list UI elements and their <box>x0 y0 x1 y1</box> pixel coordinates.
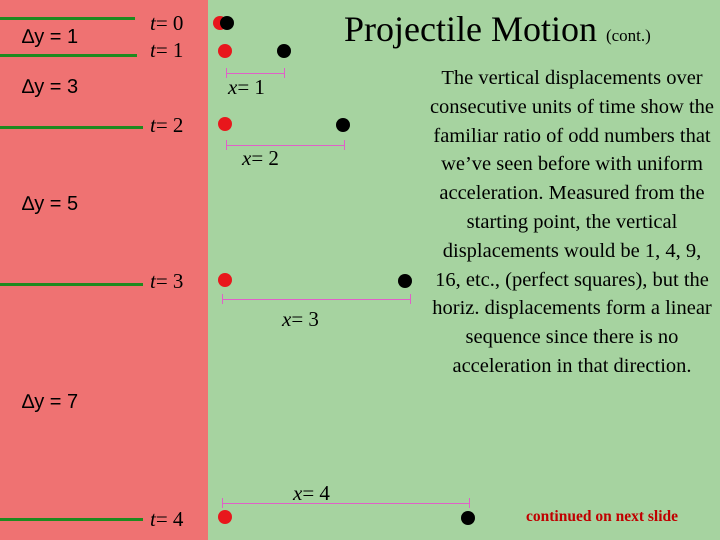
x-label-1: x= 1 <box>228 75 265 99</box>
slide-title-suffix: (cont.) <box>605 26 651 45</box>
projectile-ball-t2 <box>336 118 350 132</box>
projectile-ball-t4 <box>461 511 475 525</box>
x-measure-tick <box>222 294 223 304</box>
continued-note: continued on next slide <box>526 508 679 525</box>
height-line-0 <box>0 17 135 20</box>
falling-ball-t4 <box>218 510 232 524</box>
delta-y-label-3: ∆y = 5 <box>22 193 79 215</box>
x-measure-tick <box>469 498 470 508</box>
falling-ball-t2 <box>218 117 232 131</box>
height-line-4 <box>0 518 143 521</box>
x-measure-tick <box>410 294 411 304</box>
x-measure-tick <box>344 140 345 150</box>
height-line-1 <box>0 54 137 57</box>
time-label-3: t= 3 <box>150 269 184 293</box>
delta-y-label-1: ∆y = 1 <box>22 26 79 48</box>
delta-y-label-2: ∆y = 3 <box>22 76 79 98</box>
projectile-ball-t3 <box>398 274 412 288</box>
delta-y-label-4: ∆y = 7 <box>22 391 79 413</box>
x-measure-tick <box>222 498 223 508</box>
height-line-2 <box>0 126 143 129</box>
x-label-2: x= 2 <box>242 146 279 170</box>
x-measure-line-4 <box>222 503 470 504</box>
height-line-3 <box>0 283 143 286</box>
projectile-ball-t0 <box>220 16 234 30</box>
x-measure-line-1 <box>226 73 284 74</box>
x-measure-line-3 <box>222 299 411 300</box>
time-label-0: t= 0 <box>150 11 184 35</box>
time-label-1: t= 1 <box>150 38 184 62</box>
falling-ball-t1 <box>218 44 232 58</box>
x-measure-tick <box>284 68 285 78</box>
time-label-4: t= 4 <box>150 507 184 531</box>
x-label-4: x= 4 <box>293 481 330 505</box>
x-label-3: x= 3 <box>282 307 319 331</box>
x-measure-tick <box>226 68 227 78</box>
projectile-ball-t1 <box>277 44 291 58</box>
explanation-text: The vertical displacements over consecutive units of time show the familiar ratio of odd numbers that we’ve seen before with uniform acceleration. Measured from the starting point, the vertical displacements would be 1, 4, 9, 16, etc., (perfect squares), but the horiz. displacements form a linear sequence since there is no acceleration in that direction. <box>429 67 715 377</box>
time-label-2: t= 2 <box>150 113 184 137</box>
slide-title: Projectile Motion (cont.) <box>344 9 651 49</box>
x-measure-tick <box>226 140 227 150</box>
falling-ball-t3 <box>218 273 232 287</box>
